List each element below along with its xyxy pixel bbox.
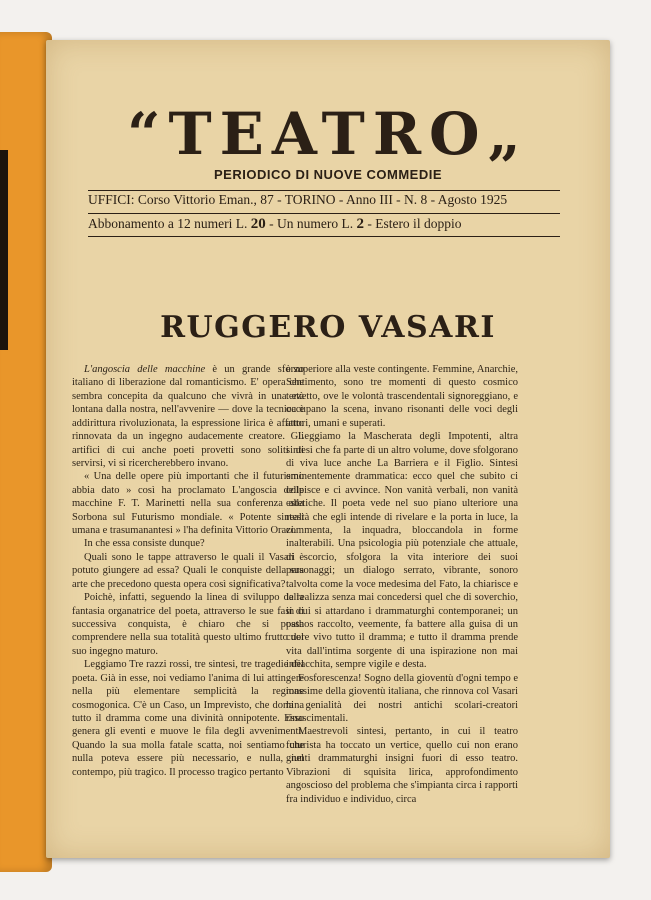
abroad-note: - Estero il doppio	[367, 216, 462, 231]
paragraph: Leggiamo Tre razzi rossi, tre sintesi, tre tragedie del poeta. Già in esse, noi vediamo l'anima di lui attingere nella più elementare semplicità la regione cosmogonica. C'è un Caso, un Imprevisto, che domina tutto il dramma come una divinità onnipotente. Esso genera gli eventi e muove le fila degli avvenimenti. Quando la sua molla fatale scatta, noi sentiamo che nulla poteva essere più necessario, e nulla, nel contempo, più tragico. Il processo tragico pertanto	[72, 659, 304, 778]
article-column-left	[72, 363, 304, 779]
article-column-right	[286, 363, 518, 806]
masthead-subtitle: PERIODICO DI NUOVE COMMEDIE	[213, 167, 443, 182]
subscription-line	[88, 216, 560, 233]
masthead-rule-middle	[88, 213, 560, 214]
paragraph: In che essa consiste dunque?	[84, 538, 205, 550]
paragraph: Quali sono le tappe attraverso le quali il Vasari è potuto giungere ad essa? Quali le conquiste della sua arte che precedono questa opera così significativa?	[72, 551, 304, 590]
cover-shadow-strip	[0, 150, 8, 350]
paragraph: L'angoscia delle macchine è un grande sforzo italiano di liberazione dal romanticismo. E' opera che sembra concepita da qualcuno che vivrà in una età lontana dalla nostra, nell'avvenire — dove la tecnica è addirittura rivoluzionata, la espressione lirica è affatto rinnovata da un ingegno audacemente creatore. Gli artifici di cui anche poeti provetti sono soliti di servirsi, vi si ricercherebbero invano.	[72, 364, 305, 469]
paragraph: è superiore alla veste contingente. Femmine, Anarchie, Sentimento, sono tre momenti di questo cosmico terzetto, ove le volontà trascendentali signoreggiano, e occupano la scena, invano risonanti delle voci degli attori, umani e superati.	[286, 364, 518, 429]
single-issue-label: - Un numero L.	[269, 216, 354, 231]
subscription-price: 20	[250, 216, 266, 232]
paragraph: Poichè, infatti, seguendo la linea di sviluppo della fantasia organatrice del poeta, attraverso le sue fasi di successiva conquista, è chiaro che si possa comprendere nella sua totalità questo ultimo frutto del suo ingegno maturo.	[72, 592, 304, 657]
paragraph: Maestrevoli sintesi, pertanto, in cui il teatro futurista ha toccato un vertice, quello cui non erano giunti drammaturghi insigni fuori di esso teatro. Vibrazioni di squisita lirica, approfondimento angoscioso del problema che s'impianta circa i rapporti fra individuo e individuo, circa	[286, 726, 518, 805]
paragraph: Leggiamo la Mascherata degli Impotenti, altra sintesi che fa parte di un altro volume, dove sfolgorano di viva luce anche La Barriera e il Figlio. Sintesi eminentemente drammatica: ecco quel che subito ci colpisce e ci avvince. Non vanità verbali, non vanità estetiche. Il poeta vede nel suo piano ulteriore una realtà che egli intende di rivelare e la porta in luce, la commenta, la inquadra, bloccandola in forme inalterabili. Una psicologia più potenziale che attuale, di scorcio, sfolgora la vita interiore dei suoi personaggi; un dialogo serrato, vibrante, sonoro talvolta come la voce medesima del Fato, la chiarisce e la realizza senza mai concedersi quel che di soverchio, in cui si attardano i drammaturghi contemporanei; un pathos raccolto, veemente, fa battere alla guisa di un cuore vivo tutto il dramma; e tutto il dramma prende vita dall'intima sorgente di una ispirazione non mai infiacchita, sempre vigile e desta.	[286, 431, 518, 671]
article-headline: RUGGERO VASARI	[160, 310, 496, 345]
subscription-label: Abbonamento a 12 numeri L.	[88, 216, 248, 231]
single-issue-price: 2	[356, 216, 364, 232]
masthead-rule-bottom	[88, 236, 560, 237]
paragraph: Fosforescenza! Sogno della gioventù d'ogni tempo e massime della gioventù italiana, che rinnova col Vasari la genialità dei nostri antichi scolari-creatori rinascimentali.	[286, 672, 519, 724]
masthead-title: “TEATRO„	[127, 100, 529, 168]
masthead-rule-top	[88, 190, 560, 191]
offices-line: UFFICI: Corso Vittorio Eman., 87 - TORINO - Anno III - N. 8 - Agosto 1925	[88, 192, 508, 207]
paragraph: « Una delle opere più importanti che il futurismo abbia dato » così ha proclamato L'angoscia delle macchine F. T. Marinetti nella sua conferenza alla Sorbona sul Futurismo mondiale. « Potente sintesi umana e trasumanantesi » l'ha definita Vittorio Orazi.	[72, 471, 304, 537]
